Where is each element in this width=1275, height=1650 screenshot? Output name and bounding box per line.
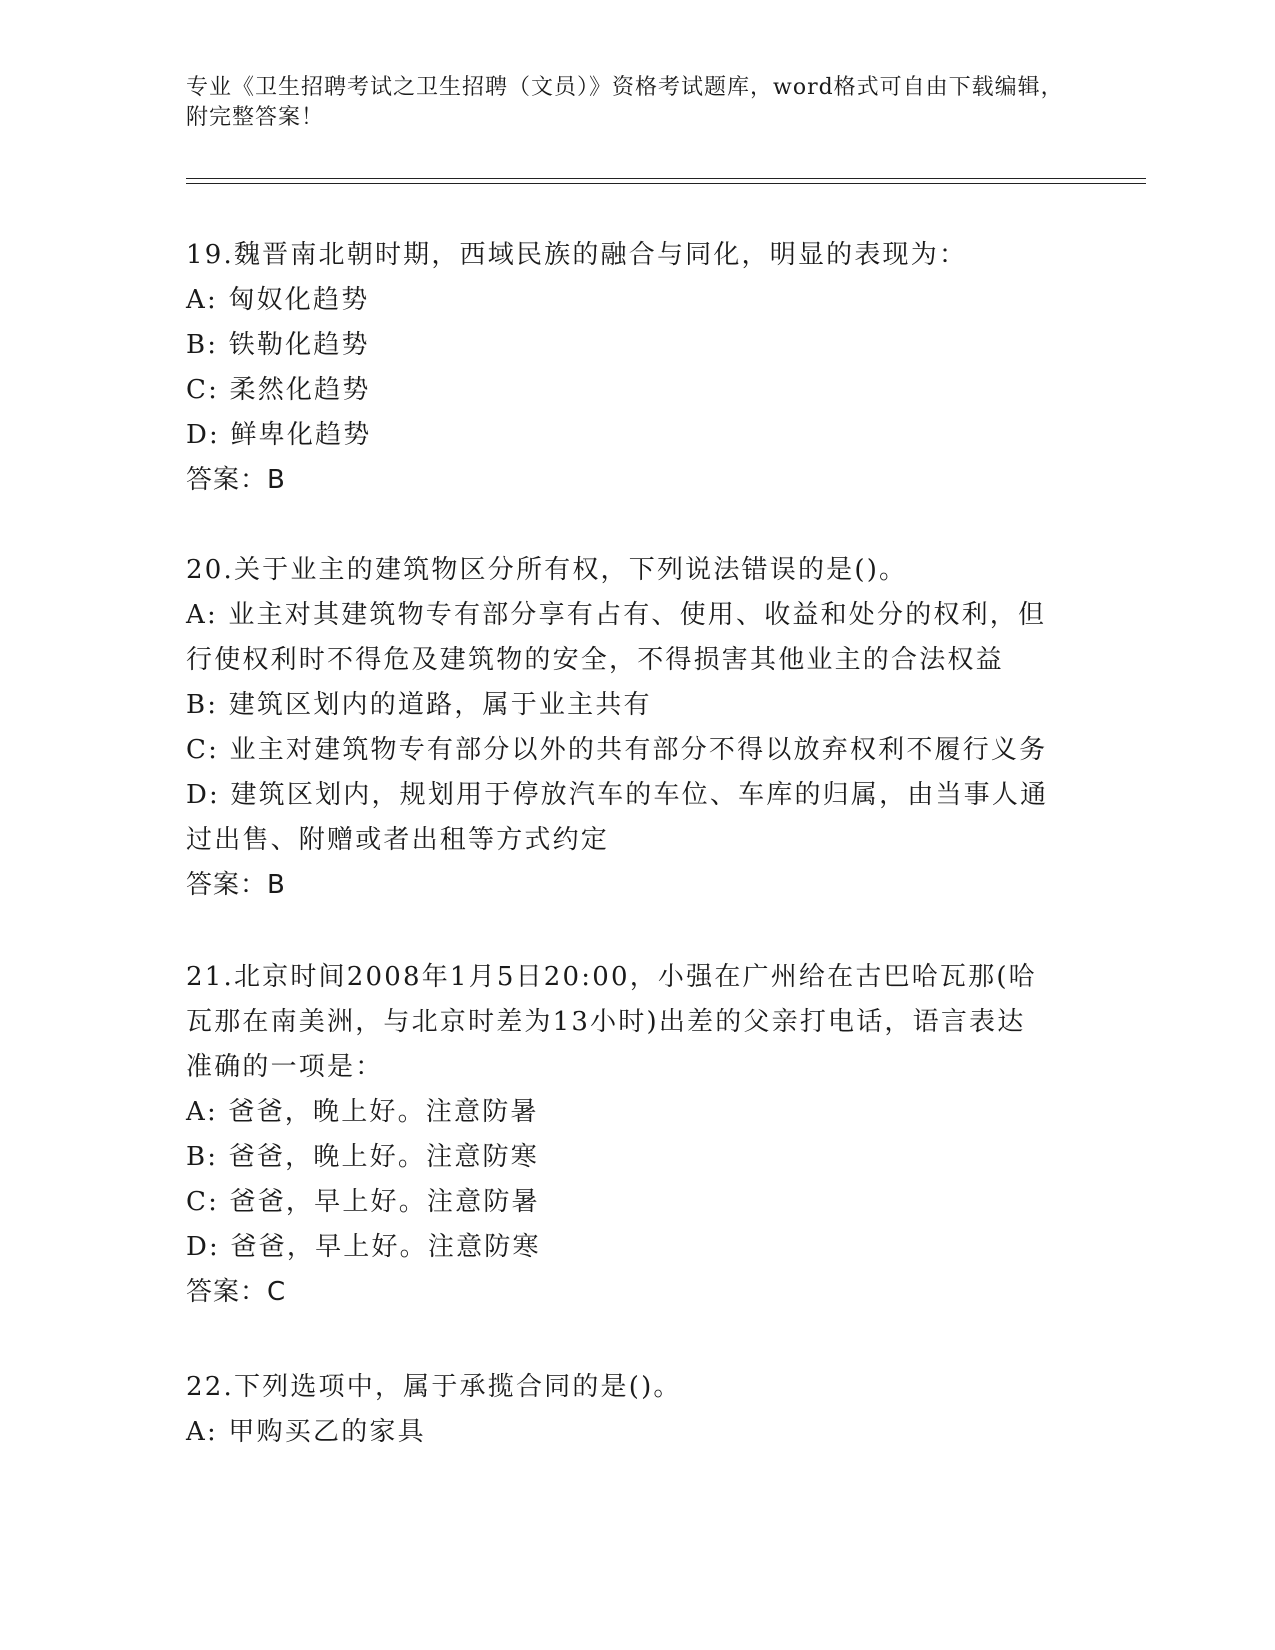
option-b: B: 铁勒化趋势 (186, 330, 370, 360)
question-19 (186, 233, 1066, 503)
question-stem-continued: 准确的一项是： (186, 1052, 384, 1082)
question-stem: 22.下列选项中，属于承揽合同的是()。 (186, 1372, 682, 1402)
question-21 (186, 955, 1066, 1315)
option-a-continued: 行使权利时不得危及建筑物的安全，不得损害其他业主的合法权益 (186, 645, 1004, 675)
answer-line: 答案：B (186, 465, 286, 495)
option-a: A: 甲购买乙的家具 (186, 1417, 426, 1447)
option-b: B: 建筑区划内的道路，属于业主共有 (186, 690, 652, 720)
answer-line: 答案：B (186, 870, 286, 900)
option-a: A: 匈奴化趋势 (186, 285, 370, 315)
option-b: B: 爸爸，晚上好。注意防寒 (186, 1142, 539, 1172)
question-stem: 20.关于业主的建筑物区分所有权，下列说法错误的是()。 (186, 555, 908, 585)
option-a: A: 业主对其建筑物专有部分享有占有、使用、收益和处分的权利，但 (186, 600, 1047, 630)
question-stem: 21.北京时间2008年1月5日20:00，小强在广州给在古巴哈瓦那(哈 (186, 962, 1037, 992)
option-c: C: 业主对建筑物专有部分以外的共有部分不得以放弃权利不履行义务 (186, 735, 1048, 765)
document-header: 专业《卫生招聘考试之卫生招聘（文员）》资格考试题库，word格式可自由下载编辑，附完整答案！ (186, 75, 1064, 130)
option-a: A: 爸爸，晚上好。注意防暑 (186, 1097, 539, 1127)
header-divider-top (186, 178, 1146, 179)
option-d: D: 爸爸，早上好。注意防寒 (186, 1232, 541, 1262)
answer-line: 答案：C (186, 1277, 287, 1307)
header-divider-bottom (186, 183, 1146, 184)
option-d: D: 鲜卑化趋势 (186, 420, 372, 450)
option-d: D: 建筑区划内，规划用于停放汽车的车位、车库的归属，由当事人通 (186, 780, 1049, 810)
question-22 (186, 1365, 1066, 1455)
option-c: C: 爸爸，早上好。注意防暑 (186, 1187, 540, 1217)
option-c: C: 柔然化趋势 (186, 375, 371, 405)
question-stem-continued: 瓦那在南美洲，与北京时差为13小时)出差的父亲打电话，语言表达 (186, 1007, 1026, 1037)
question-stem: 19.魏晋南北朝时期，西域民族的融合与同化，明显的表现为： (186, 240, 968, 270)
option-d-continued: 过出售、附赠或者出租等方式约定 (186, 825, 610, 855)
question-20 (186, 548, 1066, 908)
